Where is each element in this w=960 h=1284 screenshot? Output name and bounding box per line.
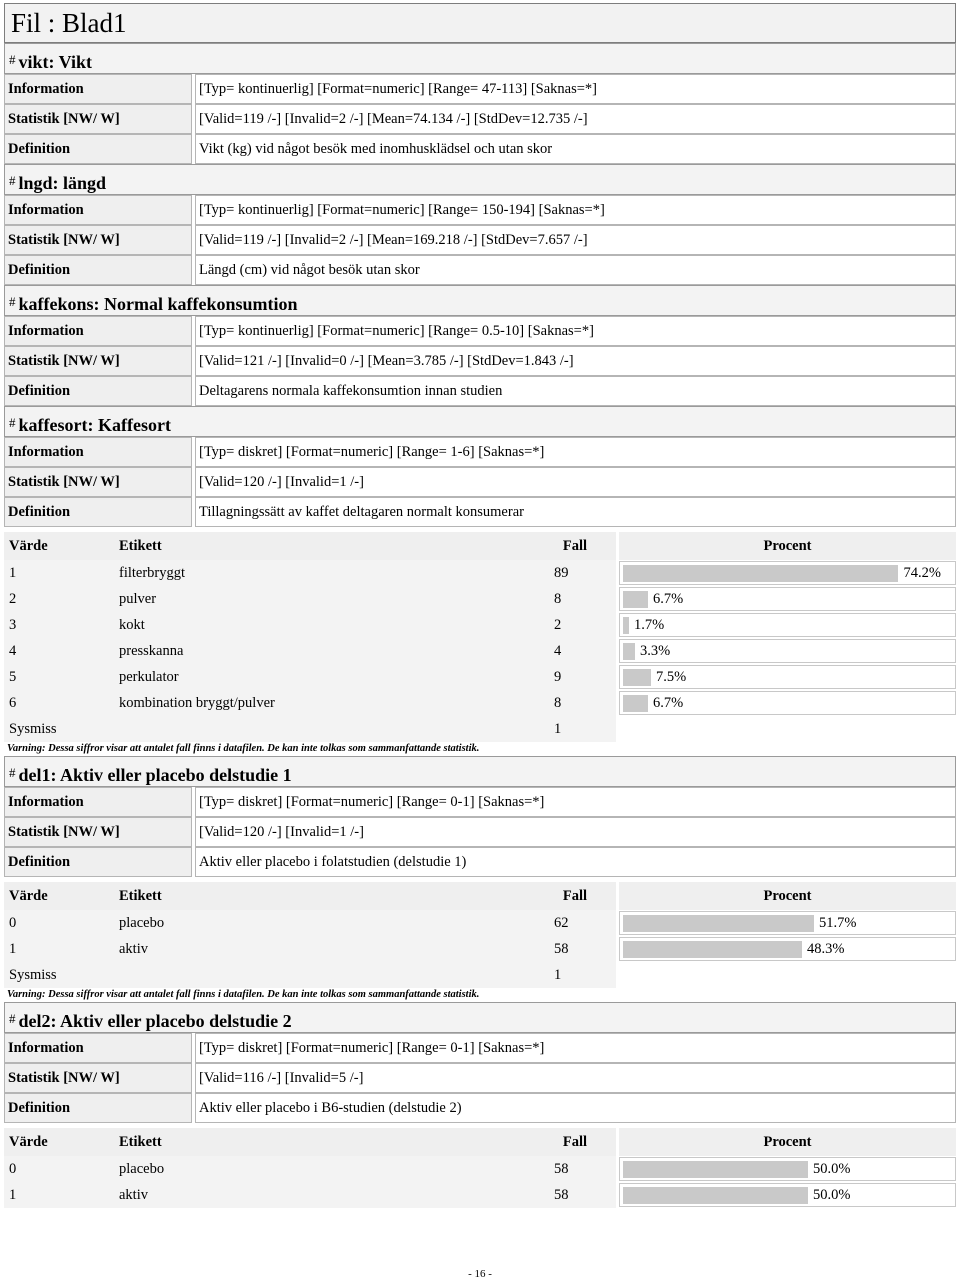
statistics-row-value: [Valid=119 /-] [Invalid=2 /-] [Mean=169.218 /-] [StdDev=7.657 /-]	[195, 225, 956, 255]
codebook-page	[4, 0, 956, 1280]
row-value: 1	[4, 560, 116, 586]
definition-row-value: Deltagarens normala kaffekonsumtion innan studien	[195, 376, 956, 406]
table-row	[4, 1182, 956, 1208]
row-percent: 3.3%	[640, 643, 671, 659]
row-value: 6	[4, 690, 116, 716]
table-row	[4, 586, 956, 612]
variable-name: vikt: Vikt	[18, 52, 93, 72]
percent-bar	[623, 669, 651, 686]
definition-row	[4, 847, 956, 877]
information-row-value: [Typ= kontinuerlig] [Format=numeric] [Range= 150-194] [Saknas=*]	[195, 195, 956, 225]
row-count: 8	[534, 690, 616, 716]
table-row	[4, 638, 956, 664]
statistics-row-value: [Valid=116 /-] [Invalid=5 /-]	[195, 1063, 956, 1093]
value-table-header	[4, 882, 956, 910]
information-row	[4, 74, 956, 104]
statistics-row	[4, 346, 956, 376]
percent-bar	[623, 695, 648, 712]
variable-header	[4, 43, 956, 74]
row-label: placebo	[116, 1156, 534, 1182]
header-label: Etikett	[116, 1128, 534, 1156]
definition-row-label: Definition	[4, 134, 192, 164]
information-row-value: [Typ= kontinuerlig] [Format=numeric] [Range= 0.5-10] [Saknas=*]	[195, 316, 956, 346]
missing-label: Sysmiss	[4, 962, 534, 988]
missing-percent-cell	[619, 963, 956, 987]
row-count: 58	[534, 1156, 616, 1182]
row-label: filterbryggt	[116, 560, 534, 586]
statistics-row	[4, 225, 956, 255]
row-percent-cell	[619, 1183, 956, 1207]
row-percent-cell	[619, 911, 956, 935]
statistics-row-value: [Valid=121 /-] [Invalid=0 /-] [Mean=3.785 /-] [StdDev=1.843 /-]	[195, 346, 956, 376]
row-percent: 50.0%	[813, 1187, 851, 1203]
page-number: - 16 -	[468, 1268, 492, 1280]
row-value: 2	[4, 586, 116, 612]
variable-header	[4, 756, 956, 787]
hash-marker: #	[9, 294, 16, 309]
table-row	[4, 936, 956, 962]
table-row	[4, 612, 956, 638]
page-title: Fil : Blad1	[4, 3, 956, 43]
hash-marker: #	[9, 173, 16, 188]
percent-bar	[623, 617, 629, 634]
information-row	[4, 1033, 956, 1063]
row-percent: 6.7%	[653, 695, 684, 711]
variable-header	[4, 406, 956, 437]
hash-marker: #	[9, 1011, 16, 1026]
information-row	[4, 316, 956, 346]
missing-percent-cell	[619, 717, 956, 741]
row-label: placebo	[116, 910, 534, 936]
information-row-label: Information	[4, 787, 192, 817]
variable-section	[4, 756, 956, 1002]
header-value: Värde	[4, 532, 116, 560]
row-percent-cell	[619, 561, 956, 585]
statistics-row	[4, 1063, 956, 1093]
missing-label: Sysmiss	[4, 716, 534, 742]
definition-row-label: Definition	[4, 1093, 192, 1123]
row-percent-cell	[619, 639, 956, 663]
hash-marker: #	[9, 765, 16, 780]
statistics-row-label: Statistik [NW/ W]	[4, 467, 192, 497]
missing-row	[4, 962, 956, 988]
row-label: perkulator	[116, 664, 534, 690]
row-label: kokt	[116, 612, 534, 638]
variable-header	[4, 1002, 956, 1033]
row-percent-cell	[619, 691, 956, 715]
definition-row-value: Aktiv eller placebo i folatstudien (delstudie 1)	[195, 847, 956, 877]
row-label: pulver	[116, 586, 534, 612]
percent-bar	[623, 941, 802, 958]
row-count: 58	[534, 936, 616, 962]
row-count: 4	[534, 638, 616, 664]
row-percent-cell	[619, 665, 956, 689]
table-row	[4, 910, 956, 936]
definition-row-label: Definition	[4, 376, 192, 406]
value-table-header	[4, 532, 956, 560]
information-row-value: [Typ= kontinuerlig] [Format=numeric] [Range= 47-113] [Saknas=*]	[195, 74, 956, 104]
header-label: Etikett	[116, 532, 534, 560]
information-row-value: [Typ= diskret] [Format=numeric] [Range= 0-1] [Saknas=*]	[195, 1033, 956, 1063]
row-percent: 48.3%	[807, 941, 845, 957]
definition-row-label: Definition	[4, 497, 192, 527]
definition-row	[4, 1093, 956, 1123]
variable-name: kaffekons: Normal kaffekonsumtion	[18, 294, 298, 314]
row-count: 62	[534, 910, 616, 936]
header-percent: Procent	[619, 1128, 956, 1156]
information-row-label: Information	[4, 1033, 192, 1063]
missing-count: 1	[534, 716, 616, 742]
header-percent: Procent	[619, 532, 956, 560]
missing-row	[4, 716, 956, 742]
percent-bar	[623, 1161, 808, 1178]
information-row	[4, 437, 956, 467]
information-row-label: Information	[4, 316, 192, 346]
variable-name: lngd: längd	[18, 173, 107, 193]
statistics-row-label: Statistik [NW/ W]	[4, 1063, 192, 1093]
row-value: 0	[4, 910, 116, 936]
variable-header	[4, 164, 956, 195]
row-label: aktiv	[116, 1182, 534, 1208]
table-row	[4, 664, 956, 690]
header-count: Fall	[534, 532, 616, 560]
variable-header	[4, 285, 956, 316]
information-row-label: Information	[4, 74, 192, 104]
row-value: 1	[4, 1182, 116, 1208]
percent-bar	[623, 565, 898, 582]
row-count: 9	[534, 664, 616, 690]
statistics-row-value: [Valid=120 /-] [Invalid=1 /-]	[195, 467, 956, 497]
row-percent: 51.7%	[819, 915, 857, 931]
definition-row	[4, 497, 956, 527]
table-row	[4, 560, 956, 586]
row-count: 89	[534, 560, 616, 586]
row-count: 2	[534, 612, 616, 638]
statistics-row	[4, 467, 956, 497]
variable-list	[4, 43, 956, 1208]
row-percent-cell	[619, 1157, 956, 1181]
warning-note: Varning: Dessa siffror visar att antalet fall finns i datafilen. De kan inte tolkas som sammanfattande statistik.	[7, 989, 480, 1000]
variable-name: kaffesort: Kaffesort	[18, 415, 171, 435]
missing-count: 1	[534, 962, 616, 988]
row-percent: 1.7%	[634, 617, 665, 633]
information-row	[4, 195, 956, 225]
row-value: 3	[4, 612, 116, 638]
warning-note: Varning: Dessa siffror visar att antalet fall finns i datafilen. De kan inte tolkas som sammanfattande statistik.	[7, 743, 480, 754]
definition-row	[4, 376, 956, 406]
statistics-row-label: Statistik [NW/ W]	[4, 104, 192, 134]
hash-marker: #	[9, 415, 16, 430]
definition-row-value: Tillagningssätt av kaffet deltagaren normalt konsumerar	[195, 497, 956, 527]
definition-row-label: Definition	[4, 255, 192, 285]
variable-section	[4, 285, 956, 406]
percent-bar	[623, 643, 635, 660]
variable-name: del1: Aktiv eller placebo delstudie 1	[18, 765, 292, 785]
statistics-row-label: Statistik [NW/ W]	[4, 225, 192, 255]
information-row-label: Information	[4, 195, 192, 225]
information-row-label: Information	[4, 437, 192, 467]
row-percent: 74.2%	[903, 565, 941, 581]
percent-bar	[623, 1187, 808, 1204]
row-value: 4	[4, 638, 116, 664]
statistics-row-value: [Valid=120 /-] [Invalid=1 /-]	[195, 817, 956, 847]
table-row	[4, 690, 956, 716]
percent-bar	[623, 591, 648, 608]
information-row-value: [Typ= diskret] [Format=numeric] [Range= 1-6] [Saknas=*]	[195, 437, 956, 467]
row-label: presskanna	[116, 638, 534, 664]
row-label: kombination bryggt/pulver	[116, 690, 534, 716]
header-value: Värde	[4, 882, 116, 910]
header-count: Fall	[534, 882, 616, 910]
variable-section	[4, 43, 956, 164]
definition-row-value: Vikt (kg) vid något besök med inomhusklädsel och utan skor	[195, 134, 956, 164]
percent-bar	[623, 915, 814, 932]
row-percent-cell	[619, 587, 956, 611]
definition-row	[4, 255, 956, 285]
definition-row-value: Aktiv eller placebo i B6-studien (delstudie 2)	[195, 1093, 956, 1123]
row-value: 5	[4, 664, 116, 690]
variable-section	[4, 164, 956, 285]
variable-section	[4, 406, 956, 756]
statistics-row-label: Statistik [NW/ W]	[4, 817, 192, 847]
value-table-header	[4, 1128, 956, 1156]
header-label: Etikett	[116, 882, 534, 910]
variable-name: del2: Aktiv eller placebo delstudie 2	[18, 1011, 292, 1031]
header-percent: Procent	[619, 882, 956, 910]
definition-row-value: Längd (cm) vid något besök utan skor	[195, 255, 956, 285]
row-count: 58	[534, 1182, 616, 1208]
row-label: aktiv	[116, 936, 534, 962]
table-row	[4, 1156, 956, 1182]
row-percent: 50.0%	[813, 1161, 851, 1177]
statistics-row	[4, 104, 956, 134]
header-count: Fall	[534, 1128, 616, 1156]
information-row	[4, 787, 956, 817]
variable-section	[4, 1002, 956, 1208]
hash-marker: #	[9, 52, 16, 67]
header-value: Värde	[4, 1128, 116, 1156]
definition-row-label: Definition	[4, 847, 192, 877]
definition-row	[4, 134, 956, 164]
statistics-row-value: [Valid=119 /-] [Invalid=2 /-] [Mean=74.134 /-] [StdDev=12.735 /-]	[195, 104, 956, 134]
row-percent-cell	[619, 613, 956, 637]
statistics-row-label: Statistik [NW/ W]	[4, 346, 192, 376]
row-value: 1	[4, 936, 116, 962]
row-percent: 7.5%	[656, 669, 687, 685]
statistics-row	[4, 817, 956, 847]
row-percent: 6.7%	[653, 591, 684, 607]
row-count: 8	[534, 586, 616, 612]
row-percent-cell	[619, 937, 956, 961]
row-value: 0	[4, 1156, 116, 1182]
information-row-value: [Typ= diskret] [Format=numeric] [Range= 0-1] [Saknas=*]	[195, 787, 956, 817]
